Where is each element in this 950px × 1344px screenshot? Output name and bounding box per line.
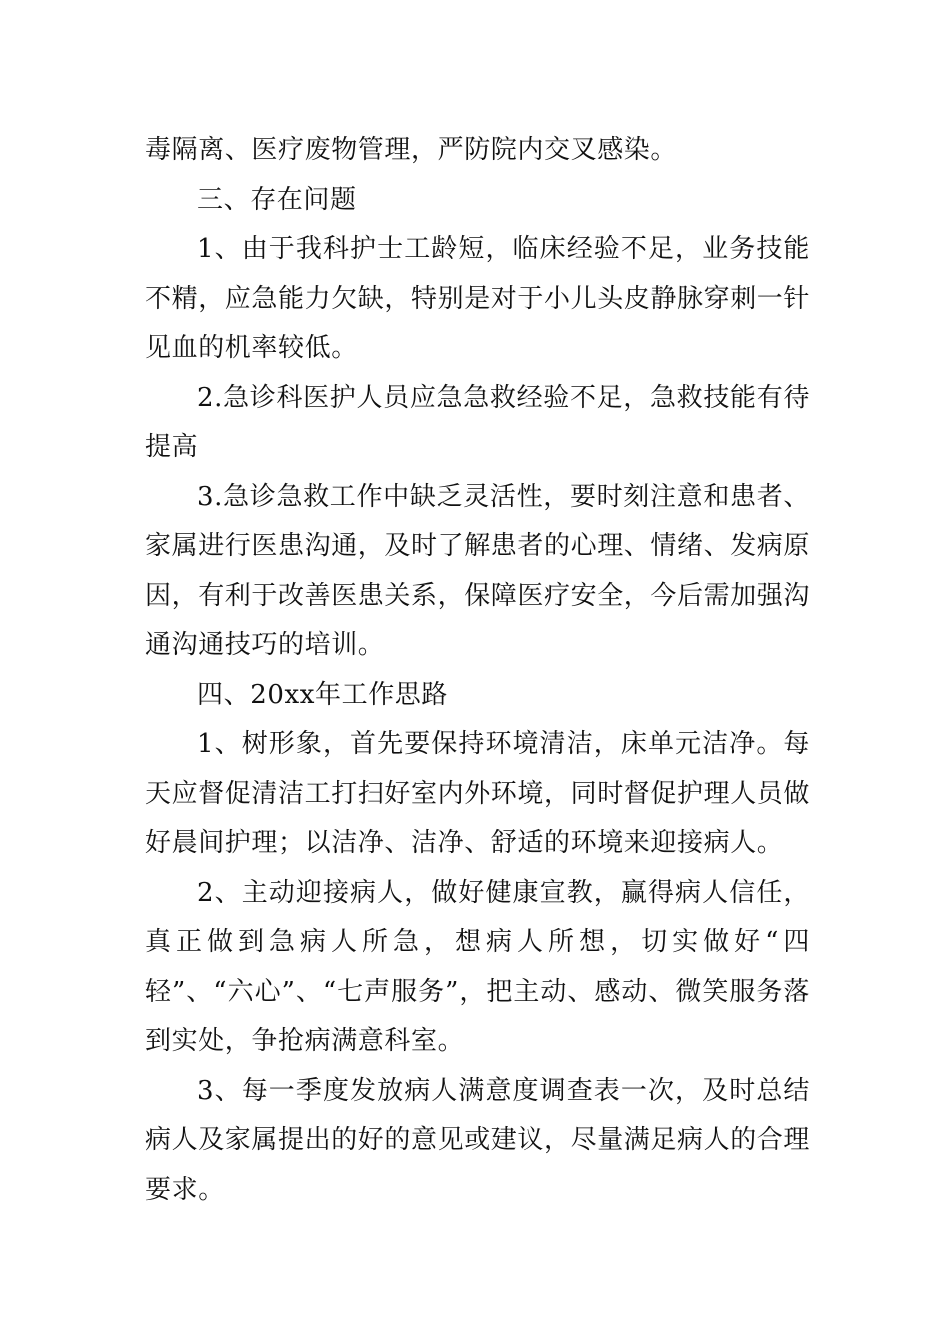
paragraph-plan-1: 1、树形象，首先要保持环境清洁，床单元洁净。每天应督促清洁工打扫好室内外环境，同时督促护理人员做好晨间护理；以洁净、洁净、舒适的环境来迎接病人。	[145, 729, 811, 858]
section-heading-plan: 四、20xx年工作思路	[197, 679, 449, 710]
paragraph-plan-3: 3、每一季度发放病人满意度调查表一次，及时总结病人及家属提出的好的意见或建议，尽量满足病人的合理要求。	[145, 1075, 811, 1205]
paragraph-problem-2: 2.急诊科医护人员应急急救经验不足，急救技能有待提高	[145, 382, 810, 462]
paragraph-plan-2: 2、主动迎接病人，做好健康宣教，赢得病人信任，真正做到急病人所急，想病人所想，切实做好“四轻”、“六心”、“七声服务”，把主动、感动、微笑服务落到实处，争抢病满意科室。	[145, 877, 810, 1056]
paragraph-problem-1: 1、由于我科护士工龄短，临床经验不足，业务技能不精，应急能力欠缺，特别是对于小儿头皮静脉穿刺一针见血的机率较低。	[145, 234, 811, 363]
paragraph-continuation: 毒隔离、医疗废物管理，严防院内交叉感染。	[145, 135, 678, 165]
document-body	[145, 126, 810, 1215]
section-heading-problems: 三、存在问题	[197, 184, 357, 215]
paragraph-problem-3: 3.急诊急救工作中缺乏灵活性，要时刻注意和患者、家属进行医患沟通，及时了解患者的心理、情绪、发病原因，有利于改善医患关系，保障医疗安全，今后需加强沟通沟通技巧的培训。	[145, 481, 811, 660]
